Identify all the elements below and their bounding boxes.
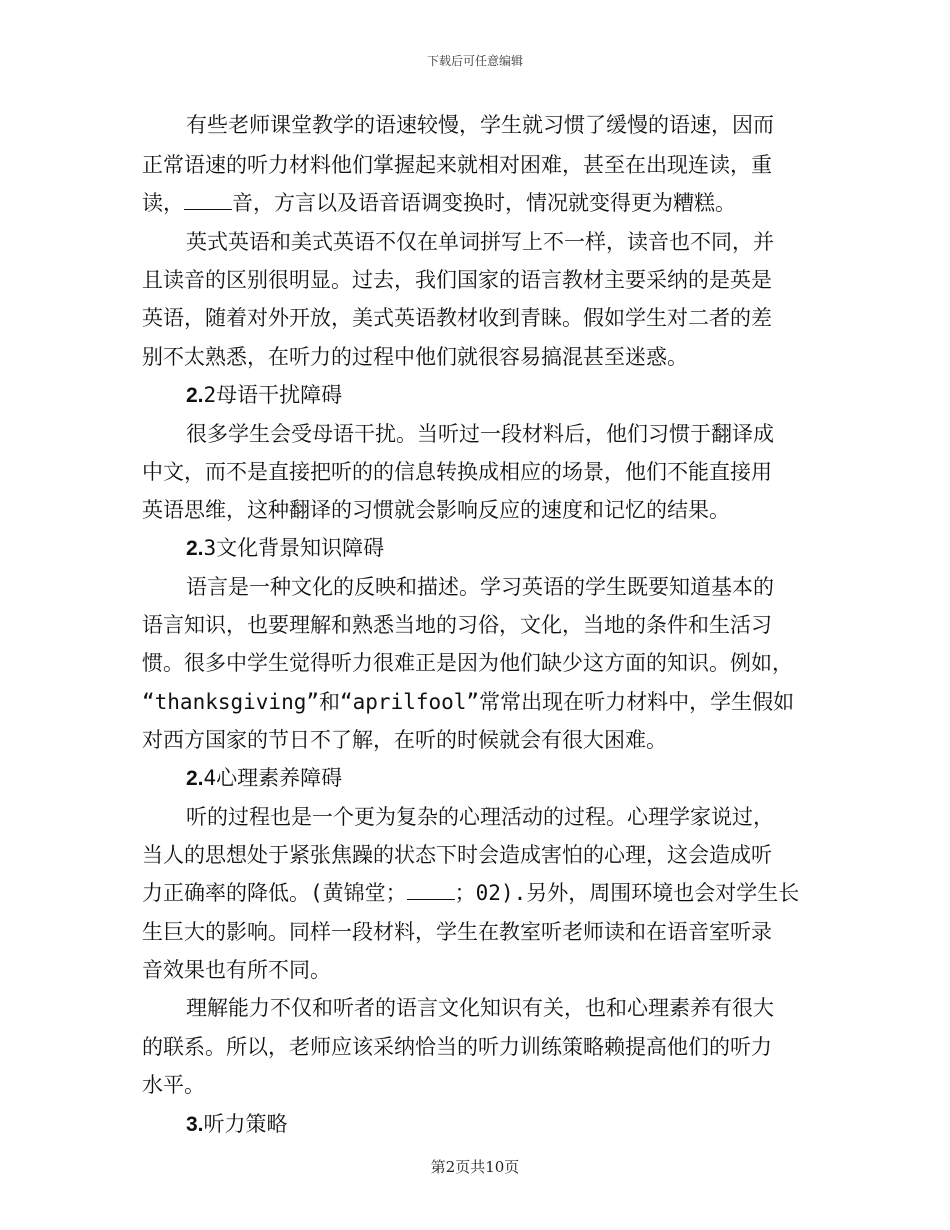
text-line: 中文，而不是直接把听的的信息转换成相应的场景，他们不能直接用 — [142, 460, 772, 484]
text-line: 且读音的区别很明显。过去，我们国家的语言教材主要采纳的是英是 — [142, 268, 772, 292]
text-line: 很多学生会受母语干扰。当听过一段材料后，他们习惯于翻译成 — [186, 422, 774, 446]
text-line: 音效果也有所不同。 — [142, 958, 331, 982]
heading-text: 2母语干扰障碍 — [203, 383, 343, 407]
heading-text: 听力策略 — [203, 1112, 288, 1136]
text-span: 读， — [142, 191, 184, 215]
heading-number: 2. — [186, 537, 204, 560]
text-line: 生巨大的影响。同样一段材料，学生在教室听老师读和在语音室听录 — [142, 920, 772, 944]
heading-number: 3. — [186, 1113, 204, 1136]
text-line: 英式英语和美式英语不仅在单词拼写上不一样，读音也不同，并 — [186, 230, 774, 254]
page-header: 下载后可任意编辑 — [426, 54, 523, 68]
section-heading-3 — [186, 1109, 288, 1139]
text-line: 英语思维，这种翻译的习惯就会影响反应的速度和记忆的结果。 — [142, 498, 730, 522]
section-heading-2-4 — [186, 763, 342, 793]
heading-text: 4心理素养障碍 — [203, 766, 343, 790]
text-line: 别不太熟悉，在听力的过程中他们就很容易搞混甚至迷惑。 — [142, 345, 688, 369]
text-line: “thanksgiving”和“aprilfool”常常出现在听力材料中，学生假如 — [142, 690, 795, 714]
text-line: 理解能力不仅和听者的语言文化知识有关，也和心理素养有很大 — [186, 996, 774, 1020]
heading-number: 2. — [186, 384, 204, 407]
text-span: ；02).另外，周围环境也会对学生长 — [454, 881, 800, 905]
text-line: 的联系。所以，老师应该采纳恰当的听力训练策略赖提高他们的听力 — [142, 1035, 772, 1059]
text-line: 听的过程也是一个更为复杂的心理活动的过程。心理学家说过， — [186, 805, 774, 829]
text-line: 惯。很多中学生觉得听力很难正是因为他们缺少这方面的知识。例如， — [142, 651, 793, 675]
text-line: 语言知识，也要理解和熟悉当地的习俗，文化，当地的条件和生活习 — [142, 613, 772, 637]
text-line — [142, 878, 799, 908]
text-span: 力正确率的降低。(黄锦堂； — [142, 881, 407, 905]
fill-blank — [407, 881, 455, 900]
heading-number: 2. — [186, 767, 204, 790]
text-line: 当人的思想处于紧张焦躁的状态下时会造成害怕的心理，这会造成听 — [142, 843, 772, 867]
text-line: 语言是一种文化的反映和描述。学习英语的学生既要知道基本的 — [186, 575, 774, 599]
text-line: 对西方国家的节日不了解，在听的时候就会有很大困难。 — [142, 728, 667, 752]
text-span: 音，方言以及语音语调变换时，情况就变得更为糟糕。 — [232, 191, 736, 215]
section-heading-2-2 — [186, 380, 342, 410]
text-line — [142, 188, 736, 218]
fill-blank — [184, 191, 232, 210]
text-line: 正常语速的听力材料他们掌握起来就相对困难，甚至在出现连读，重 — [142, 153, 772, 177]
page-footer: 第2页共10页 — [430, 1158, 520, 1176]
text-line: 水平。 — [142, 1073, 205, 1097]
text-line: 有些老师课堂教学的语速较慢，学生就习惯了缓慢的语速，因而 — [186, 113, 774, 137]
section-heading-2-3 — [186, 533, 384, 563]
heading-text: 3文化背景知识障碍 — [203, 536, 385, 560]
text-line: 英语，随着对外开放，美式英语教材收到青睐。假如学生对二者的差 — [142, 306, 772, 330]
